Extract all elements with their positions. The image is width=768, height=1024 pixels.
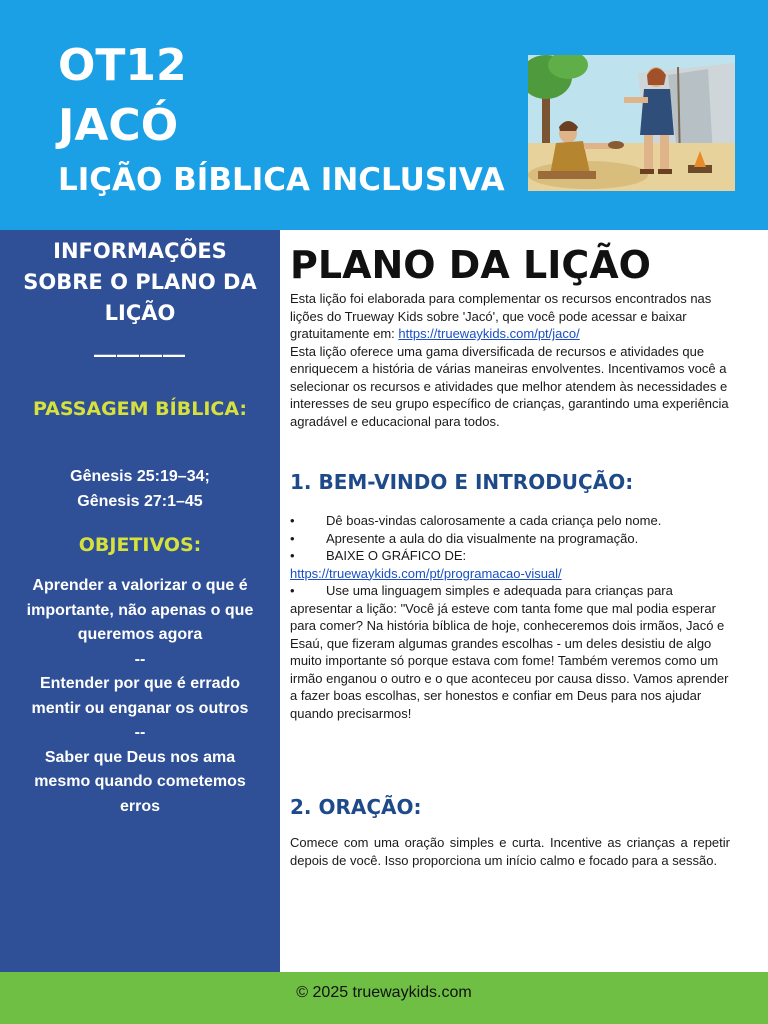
objectives-title: OBJETIVOS: [78, 534, 202, 556]
objective-separator: -- [134, 724, 146, 741]
bullet-symbol: • [290, 530, 295, 546]
list-item [290, 547, 730, 565]
passage-title: PASSAGEM BÍBLICA: [32, 398, 247, 420]
hero-illustration [528, 55, 735, 191]
bullet-symbol: • [290, 548, 295, 563]
objective-item: Saber que Deus nos ama mesmo quando cometemos erros [34, 748, 246, 815]
bullet-symbol: • [290, 583, 295, 598]
passage-line-2: Gênesis 27:1–45 [77, 492, 203, 510]
footer-copyright: © 2025 truewaykids.com [0, 972, 768, 1024]
visual-schedule-link[interactable]: https://truewaykids.com/pt/programacao-visual/ [290, 565, 562, 581]
header-banner [0, 0, 768, 230]
bullet-symbol: • [290, 513, 295, 528]
list-item [290, 512, 730, 530]
bullet-text-long: Use uma linguagem simples e adequada para crianças para apresentar a lição: "Você já esteve com tanta fome que mal podia esperar para comer? Na história bíblica de hoje, conheceremos dois irmãos, Jacó e Esaú, que fizeram algumas grandes escolhas - um deles desistiu de algo muito importante só porque estava com fome! Também veremos como um irmão enganou o outro e o que aconteceu por causa disso. Vamos aprender a fazer boas escolhas, ser honestos e confiar em Deus para nos ajudar quando precisarmos! [290, 583, 729, 721]
list-item [290, 530, 730, 548]
bullet-text: Dê boas-vindas calorosamente a cada criança pelo nome. [326, 513, 662, 528]
objective-item: Aprender a valorizar o que é importante, não apenas o que queremos agora [26, 577, 254, 643]
intro-paragraph [290, 290, 730, 430]
objective-item: Entender por que é errado mentir ou enganar os outros [31, 675, 249, 717]
divider: ———— [94, 342, 186, 367]
plan-title: PLANO DA LIÇÃO [290, 243, 651, 287]
intro-text-2: Esta lição oferece uma gama diversificada de recursos e atividades que enriquecem a história de várias maneiras envolventes. Incentivamos você a selecionar os recursos e atividades que melhor atendem às necessidades e interesses de seu grupo específico de crianças, garantindo uma experiência agradável e educacional para todos. [290, 343, 729, 429]
bullet-text: BAIXE O GRÁFICO DE: [326, 548, 467, 563]
passage-reference [18, 465, 262, 514]
objectives-list [18, 574, 262, 819]
info-title: INFORMAÇÕES SOBRE O PLANO DA LIÇÃO [23, 239, 257, 325]
lesson-info-sidebar [0, 230, 280, 972]
lesson-name: JACÓ [58, 100, 179, 151]
welcome-bullets [290, 512, 730, 722]
section-prayer-title: 2. ORAÇÃO: [290, 795, 422, 819]
passage-line-1: Gênesis 25:19–34; [70, 468, 210, 485]
jaco-lesson-link[interactable]: https://truewaykids.com/pt/jaco/ [398, 326, 580, 341]
intro-text: Esta lição foi elaborada para complementar os recursos encontrados nas lições do Trueway Kids sobre 'Jacó', que você pode acessar e baixar gratuitamente em: [290, 291, 712, 341]
prayer-paragraph: Comece com uma oração simples e curta. Incentive as crianças a repetir depois de você. Isso proporciona um início calmo e focado para a sessão. [290, 835, 730, 868]
lesson-code: OT12 [58, 40, 187, 91]
lesson-subtitle: LIÇÃO BÍBLICA INCLUSIVA [58, 162, 505, 198]
objective-separator: -- [134, 650, 146, 668]
bullet-text: Apresente a aula do dia visualmente na programação. [326, 530, 639, 546]
section-welcome-title: 1. BEM-VINDO E INTRODUÇÃO: [290, 470, 634, 494]
